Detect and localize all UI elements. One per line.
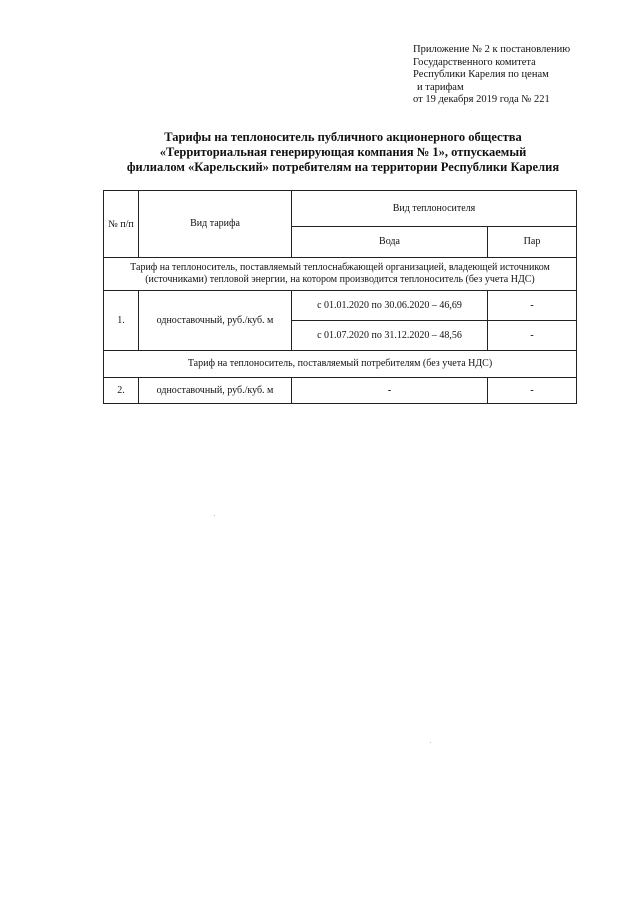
table-row	[104, 378, 577, 404]
row1-water-period2: с 01.07.2020 по 31.12.2020 – 48,56	[292, 321, 488, 351]
title-line: филиалом «Карельский» потребителям на территории Республики Карелия	[126, 160, 560, 174]
appendix-line: от 19 декабря 2019 года № 221	[413, 94, 550, 105]
row2-steam: -	[488, 378, 577, 404]
section-row	[104, 351, 577, 378]
table-row	[104, 291, 577, 321]
row2-water: -	[292, 378, 488, 404]
section1-title: Тариф на теплоноситель, поставляемый теплоснабжающей организацией, владеющей источником (источниками) тепловой энергии, на котором производится теплоноситель (без учета НДС)	[104, 258, 577, 291]
header-num: № п/п	[104, 191, 139, 258]
header-row	[104, 191, 577, 227]
row1-steam-period2: -	[488, 321, 577, 351]
row2-num: 2.	[104, 378, 139, 404]
header-steam: Пар	[488, 227, 577, 258]
section2-title: Тариф на теплоноситель, поставляемый потребителям (без учета НДС)	[104, 351, 577, 378]
row1-steam-period1: -	[488, 291, 577, 321]
appendix-line: Государственного комитета	[413, 56, 536, 68]
title-line: «Территориальная генерирующая компания № 1», отпускаемый	[159, 145, 527, 159]
scan-speck	[214, 515, 215, 516]
appendix-line: Приложение № 2 к постановлению	[413, 44, 571, 55]
row1-water-period1: с 01.01.2020 по 30.06.2020 – 46,69	[292, 291, 488, 321]
tariff-table	[103, 190, 577, 404]
row1-kind: одноставочный, руб./куб. м	[139, 291, 292, 351]
section-row	[104, 258, 577, 291]
appendix-line: Республики Карелия по ценам	[413, 69, 549, 80]
header-tariff-kind: Вид тарифа	[139, 191, 292, 258]
appendix-line: и тарифам	[417, 81, 464, 93]
header-water: Вода	[292, 227, 488, 258]
row1-num: 1.	[104, 291, 139, 351]
scan-speck	[430, 742, 431, 743]
document-title	[90, 130, 596, 175]
title-line: Тарифы на теплоноситель публичного акционерного общества	[164, 130, 522, 144]
row2-kind: одноставочный, руб./куб. м	[139, 378, 292, 404]
header-carrier-kind: Вид теплоносителя	[292, 191, 577, 227]
appendix-note	[413, 44, 628, 107]
